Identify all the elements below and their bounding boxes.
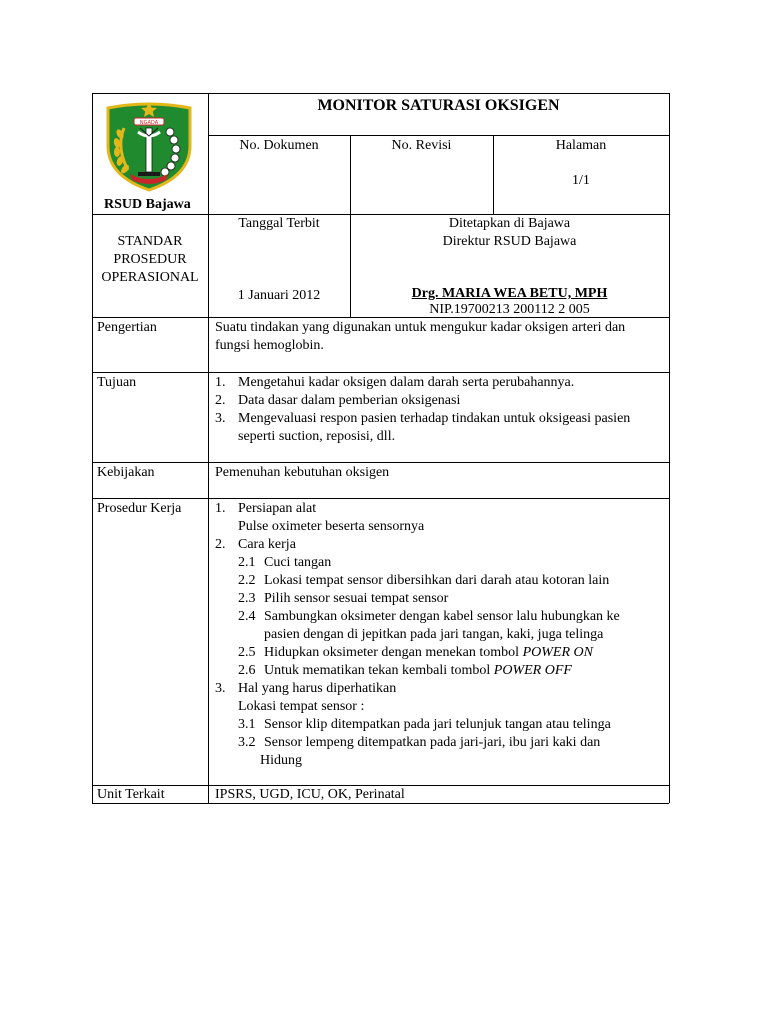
step-2-1-num: 2.1 [238, 555, 256, 570]
revision-number-label: No. Revisi [391, 138, 452, 153]
tujuan-num-2: 2. [215, 393, 226, 408]
step-1-text: Pulse oximeter beserta sensornya [238, 519, 425, 534]
sop-label-line1: STANDAR [117, 234, 183, 249]
tujuan-item-3: Mengevaluasi respon pasien terhadap tindakan untuk oksigeasi pasien [238, 411, 631, 426]
document-title: MONITOR SATURASI OKSIGEN [317, 97, 560, 114]
border-top-left [92, 93, 208, 94]
step-1-num: 1. [215, 501, 226, 516]
page-value: 1/1 [572, 173, 590, 188]
tujuan-label: Tujuan [97, 375, 137, 390]
sop-label-line3: OPERASIONAL [101, 270, 199, 285]
step-3-num: 3. [215, 681, 226, 696]
director-nip: NIP.19700213 200112 2 005 [429, 302, 590, 317]
director-name-text: Drg. MARIA WEA BETU, MPH [411, 286, 608, 301]
border-top [208, 93, 669, 94]
step-2-5-line [264, 644, 593, 662]
pengertian-label: Pengertian [97, 320, 157, 335]
prosedur-divider [92, 498, 669, 499]
director-title: Direktur RSUD Bajawa [442, 234, 577, 249]
svg-text:NGADA: NGADA [139, 120, 159, 126]
tujuan-item-3-cont: seperti suction, reposisi, dll. [238, 429, 396, 444]
step-2-5-emphasis: POWER ON [522, 645, 593, 660]
kebijakan-text: Pemenuhan kebutuhan oksigen [215, 465, 390, 480]
step-2-4-text: Sambungkan oksimeter dengan kabel sensor lalu hubungkan ke [264, 609, 620, 624]
step-2-5-num: 2.5 [238, 645, 256, 660]
step-2-4-num: 2.4 [238, 609, 256, 624]
kebijakan-label: Kebijakan [97, 465, 155, 480]
step-2-num: 2. [215, 537, 226, 552]
org-name: RSUD Bajawa [104, 197, 191, 212]
prosedur-label: Prosedur Kerja [97, 501, 182, 516]
tujuan-num-3: 3. [215, 411, 226, 426]
step-2-3-text: Pilih sensor sesuai tempat sensor [264, 591, 449, 606]
step-2-3-num: 2.3 [238, 591, 256, 606]
set-at: Ditetapkan di Bajawa [448, 216, 571, 231]
kebijakan-divider [92, 462, 669, 463]
border-right [669, 93, 670, 803]
step-2-5-text: Hidupkan oksimeter dengan menekan tombol [264, 645, 523, 660]
step-2-1-text: Cuci tangan [264, 555, 332, 570]
ngada-logo-icon [102, 98, 196, 192]
label-column-divider [208, 93, 209, 803]
step-2-6-num: 2.6 [238, 663, 256, 678]
pengertian-line2: fungsi hemoglobin. [215, 338, 324, 353]
tujuan-item-2: Data dasar dalam pemberian oksigenasi [238, 393, 461, 408]
border-left [92, 93, 93, 803]
tujuan-num-1: 1. [215, 375, 226, 390]
step-2-2-num: 2.2 [238, 573, 256, 588]
title-divider [208, 135, 669, 136]
tujuan-divider [92, 372, 669, 373]
sop-label-line2: PROSEDUR [113, 252, 187, 267]
step-2-4-cont: pasien dengan di jepitkan pada jari tangan, kaki, juga telinga [264, 627, 604, 642]
unit-text: IPSRS, UGD, ICU, OK, Perinatal [215, 787, 405, 802]
issue-date: 1 Januari 2012 [237, 288, 321, 303]
step-3-title: Hal yang harus diperhatikan [238, 681, 397, 696]
step-3-text: Lokasi tempat sensor : [238, 699, 365, 714]
issue-date-label: Tanggal Terbit [238, 216, 320, 231]
step-2-6-emphasis: POWER OFF [493, 663, 572, 678]
doc-number-label: No. Dokumen [239, 138, 319, 153]
step-3-1-text: Sensor klip ditempatkan pada jari telunjuk tangan atau telinga [264, 717, 611, 732]
pengertian-line1: Suatu tindakan yang digunakan untuk mengukur kadar oksigen arteri dan [215, 320, 626, 335]
step-2-2-text: Lokasi tempat sensor dibersihkan dari darah atau kotoran lain [264, 573, 610, 588]
step-2-6-text: Untuk mematikan tekan kembali tombol [264, 663, 494, 678]
tujuan-item-1: Mengetahui kadar oksigen dalam darah serta perubahannya. [238, 375, 575, 390]
unit-label: Unit Terkait [97, 787, 165, 802]
step-3-2-num: 3.2 [238, 735, 256, 750]
step-2-6-line [264, 662, 572, 680]
step-2-title: Cara kerja [238, 537, 296, 552]
step-3-2-cont: Hidung [260, 753, 302, 768]
step-3-2-text: Sensor lempeng ditempatkan pada jari-jari, ibu jari kaki dan [264, 735, 601, 750]
step-1-title: Persiapan alat [238, 501, 317, 516]
page-label: Halaman [555, 138, 607, 153]
step-3-1-num: 3.1 [238, 717, 256, 732]
